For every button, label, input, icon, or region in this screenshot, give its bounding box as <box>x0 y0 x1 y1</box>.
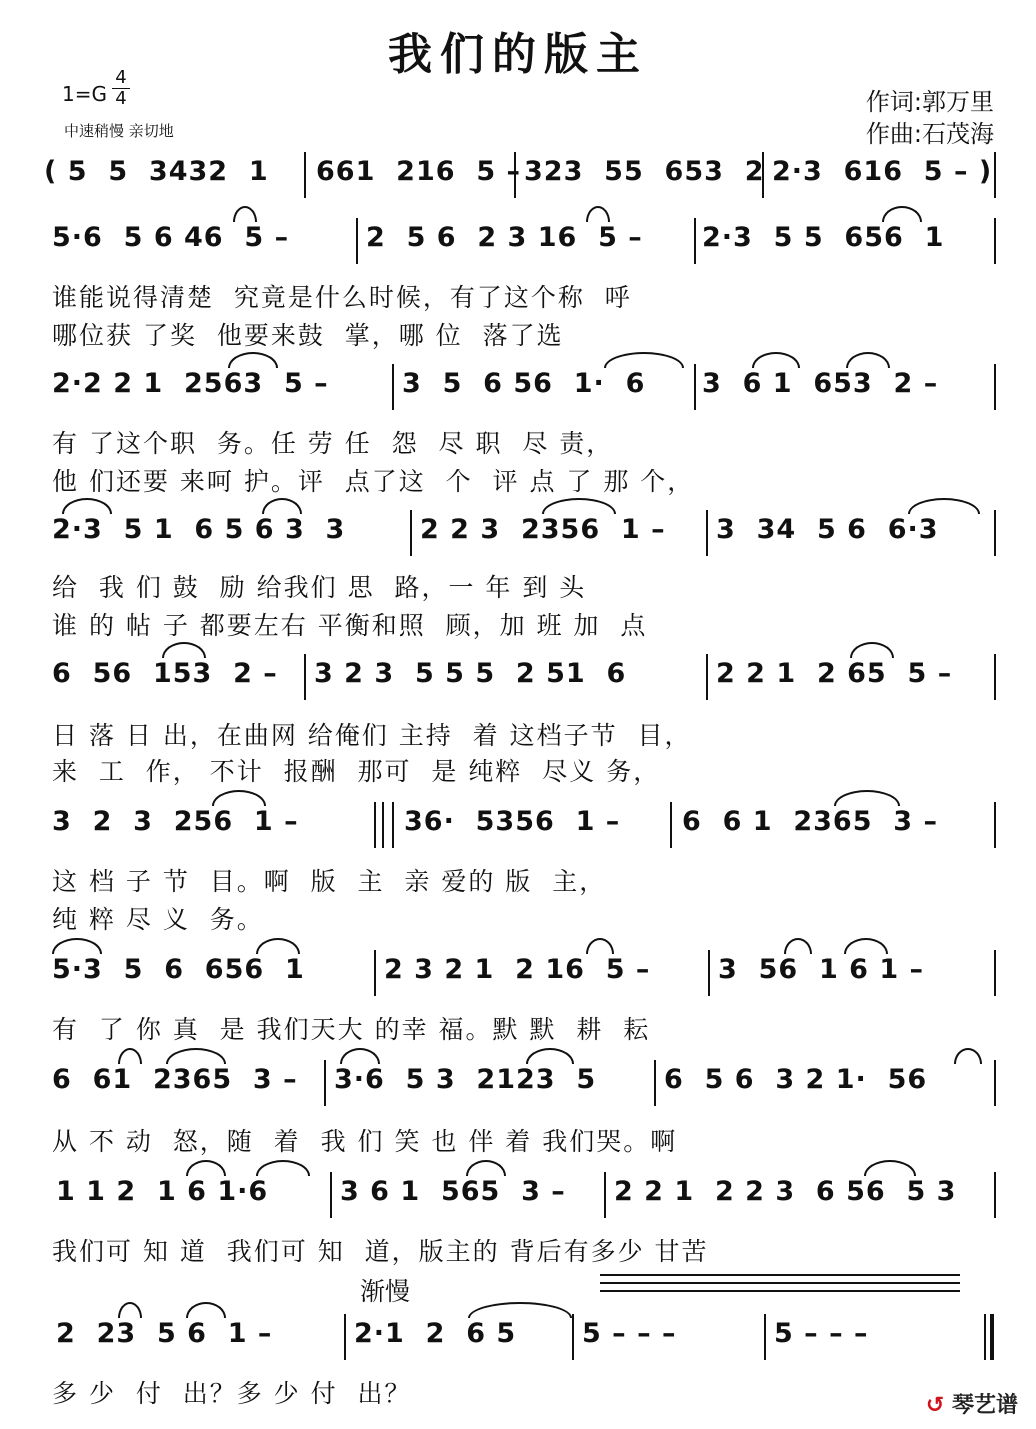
measure: 5·6 5 6 46 5 – <box>52 222 290 253</box>
lyric-line <box>0 1232 1036 1266</box>
lyric-line <box>0 278 1036 312</box>
score-row-6 <box>0 954 1036 990</box>
lyric-line <box>0 716 1036 750</box>
lyric-verse-2: 他 们还要 来呵 护。评 点了这 个 评 点 了 那 个， <box>52 467 695 496</box>
lyric-verse-1: 多 少 付 出？多 少 付 出？ <box>52 1379 412 1408</box>
lyric-line <box>0 462 1036 496</box>
measure: 6 5 6 3 2 1· 56 <box>664 1064 928 1095</box>
score-row-3 <box>0 514 1036 550</box>
score-row-2 <box>0 368 1036 404</box>
measure: 661 216 5 – <box>316 156 522 187</box>
lyricist-credit: 作词:郭万里 <box>865 88 994 116</box>
lyric-verse-1: 有 了 你 真 是 我们天大 的幸 福。默 默 耕 耘 <box>52 1015 651 1044</box>
measure: 2 2 3 2356 1 – <box>420 514 666 545</box>
measure: 2·2 2 1 2563 5 – <box>52 368 329 399</box>
lyric-verse-1: 这 档 子 节 目。啊 版 主 亲 爱的 版 主， <box>52 867 607 896</box>
measure: 5 – – – <box>582 1318 677 1349</box>
measure: 6 61 2365 3 – <box>52 1064 298 1095</box>
lyric-verse-1: 给 我 们 鼓 励 给我们 思 路，一 年 到 头 <box>52 573 587 602</box>
time-signature <box>112 68 130 109</box>
measure: 2·3 5 5 656 1 <box>702 222 945 253</box>
lyric-verse-2: 纯 粹 尽 义 务。 <box>52 905 264 934</box>
measure: 2 2 1 2 2 3 6 56 5 3 <box>614 1176 957 1207</box>
watermark-text: 琴艺谱 <box>951 1393 1018 1418</box>
measure: 5·3 5 6 656 1 <box>52 954 305 985</box>
watermark-logo <box>926 1388 1018 1419</box>
logo-icon: ↺ <box>925 1393 945 1418</box>
lyric-line <box>0 606 1036 640</box>
measure: 2 23 5 6 1 – <box>56 1318 273 1349</box>
lyric-line <box>0 316 1036 350</box>
measure: 323 55 653 2 <box>524 156 765 187</box>
lyric-line <box>0 900 1036 934</box>
lyric-line <box>0 1374 1036 1408</box>
lyric-line <box>0 424 1036 458</box>
measure: 2·3 616 5 – ) <box>772 156 993 187</box>
lyric-verse-1: 日 落 日 出，在曲网 给俺们 主持 着 这档子节 目， <box>52 721 692 750</box>
lyric-verse-1: 谁能说得清楚 究竟是什么时候，有了这个称 呼 <box>52 283 632 312</box>
score-row-5 <box>0 806 1036 842</box>
lyric-line <box>0 568 1036 602</box>
measure: 2 5 6 2 3 16 5 – <box>366 222 643 253</box>
measure: 3 56 1 6 1 – <box>718 954 925 985</box>
lyric-verse-1: 有 了这个职 务。任 劳 任 怨 尽 职 尽 责， <box>52 429 614 458</box>
measure: 2·3 5 1 6 5 6 3 3 <box>52 514 346 545</box>
lyric-verse-2: 来 工 作， 不计 报酬 那可 是 纯粹 尽义 务， <box>52 757 661 786</box>
lyric-line <box>0 1010 1036 1044</box>
measure: 5 – – – <box>774 1318 869 1349</box>
score-row-4 <box>0 658 1036 694</box>
measure: 3 6 1 653 2 – <box>702 368 939 399</box>
key-signature: 1=G <box>62 82 107 106</box>
lyric-verse-2: 哪位获 了奖 他要来鼓 掌，哪 位 落了选 <box>52 321 564 350</box>
score-row-8 <box>0 1176 1036 1212</box>
measure: 3 34 5 6 6·3 <box>716 514 939 545</box>
measure: 3 2 3 5 5 5 2 51 6 <box>314 658 627 689</box>
measure: 6 6 1 2365 3 – <box>682 806 938 837</box>
score-row-7 <box>0 1064 1036 1100</box>
song-title: 我们的版主 <box>388 29 648 80</box>
score-row-0 <box>0 156 1036 192</box>
measure: 3·6 5 3 2123 5 <box>334 1064 597 1095</box>
lyric-verse-1: 我们可 知 道 我们可 知 道，版主的 背后有多少 甘苦 <box>52 1237 709 1266</box>
lyric-verse-2: 谁 的 帖 子 都要左右 平衡和照 顾，加 班 加 点 <box>52 611 648 640</box>
lyric-line <box>0 862 1036 896</box>
measure: 2 2 1 2 65 5 – <box>716 658 953 689</box>
measure: 3 6 1 565 3 – <box>340 1176 566 1207</box>
measure: 6 56 153 2 – <box>52 658 278 689</box>
score-row-1 <box>0 222 1036 258</box>
measure: 1 1 2 1 6 1·6 <box>56 1176 269 1207</box>
composer-credit: 作曲:石茂海 <box>865 120 994 148</box>
time-sig-top: 4 <box>115 67 127 88</box>
measure: 36· 5356 1 – <box>404 806 621 837</box>
tempo-marking: 中速稍慢 亲切地 <box>64 122 174 140</box>
measure: ( 5 5 3432 1 <box>44 156 269 187</box>
lyric-verse-1: 从 不 动 怒，随 着 我 们 笑 也 伴 着 我们哭。啊 <box>52 1127 678 1156</box>
decrescendo-hairpin <box>600 1270 960 1296</box>
measure: 2·1 2 6 5 <box>354 1318 517 1349</box>
lyric-line <box>0 1122 1036 1156</box>
measure: 3 5 6 56 1· 6 <box>402 368 646 399</box>
measure: 2 3 2 1 2 16 5 – <box>384 954 651 985</box>
lyric-line <box>0 752 1036 786</box>
score-row-9 <box>0 1318 1036 1354</box>
time-sig-bottom: 4 <box>115 88 127 109</box>
ritardando-marking: 渐慢 <box>360 1277 411 1306</box>
measure: 3 2 3 256 1 – <box>52 806 299 837</box>
